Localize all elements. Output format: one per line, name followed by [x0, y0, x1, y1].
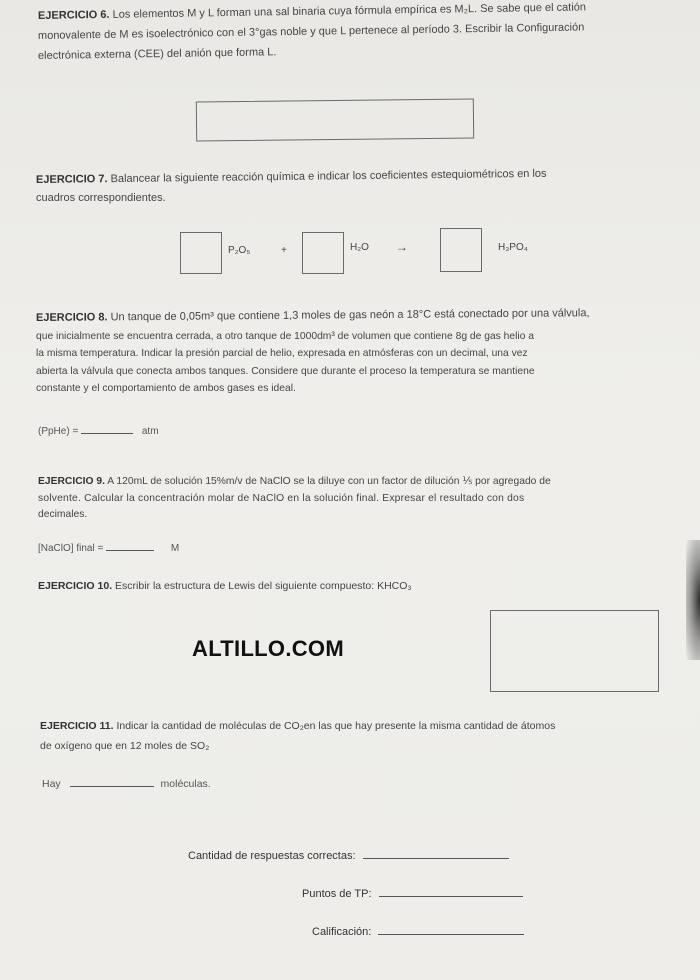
exercise-8-line5: constante y el comportamiento de ambos gases es ideal.	[36, 383, 296, 394]
coefficient-box-1[interactable]	[180, 232, 222, 274]
product-h3po4: H₃PO₄	[498, 242, 528, 253]
exercise-9-heading: EJERCICIO 9.	[38, 476, 105, 487]
coefficient-box-2[interactable]	[302, 232, 344, 274]
exercise-9-line1: EJERCICIO 9. A 120mL de solución 15%m/v de NaClO se la diluye con un factor de dilución ⅕ por agregado de	[38, 476, 551, 487]
exercise-10-heading: EJERCICIO 10.	[38, 580, 113, 592]
answer-box-ex6[interactable]	[196, 99, 474, 142]
reactant-h2o: H₂O	[350, 242, 369, 253]
exercise-11-heading: EJERCICIO 11.	[40, 720, 114, 732]
exercise-9-line3: decimales.	[38, 509, 88, 520]
answer-molecules: Hay moléculas.	[42, 778, 211, 790]
answer-pphe: (PpHe) = atm	[38, 426, 159, 437]
altillo-watermark: ALTILLO.COM	[192, 636, 344, 661]
answer-naclo: [NaClO] final = M	[38, 543, 180, 554]
exercise-8-line1: EJERCICIO 8. Un tanque de 0,05m³ que contiene 1,3 moles de gas neón a 18°C está conectado por una válvula,	[35, 307, 590, 324]
exercise-11-line2: de oxígeno que en 12 moles de SO₂	[40, 740, 210, 752]
exercise-10-line1: EJERCICIO 10. Escribir la estructura de Lewis del siguiente compuesto: KHCO₃	[38, 580, 412, 592]
footer-grade: Calificación:	[312, 926, 524, 938]
exercise-7	[35, 167, 676, 207]
footer-tp-blank[interactable]	[379, 895, 523, 897]
coefficient-box-3[interactable]	[440, 228, 482, 272]
exercise-6	[37, 1, 678, 65]
exercise-9	[38, 474, 678, 524]
exercise-9-line2: solvente. Calcular la concentración molar de NaClO en la solución final. Expresar el resultado con dos	[38, 492, 525, 504]
exercise-6-line2: monovalente de M es isoelectrónico con el 3°gas noble y que L pertenece al período 3. Escribir la Configuración	[37, 21, 585, 42]
exercise-8	[35, 307, 676, 398]
answer-box-ex10[interactable]	[490, 610, 659, 692]
exercise-7-line1: EJERCICIO 7. Balancear la siguiente reacción química e indicar los coeficientes estequiométricos en los	[35, 167, 547, 186]
exercise-11-line1: EJERCICIO 11. Indicar la cantidad de moléculas de CO₂en las que hay presente la misma cantidad de átomos	[40, 720, 556, 732]
exercise-6-line3: electrónica externa (CEE) del anión que forma L.	[37, 46, 277, 62]
exercise-11	[40, 716, 680, 756]
exercise-7-line2: cuadros correspondientes.	[36, 192, 166, 204]
answer-blank-ex11[interactable]	[70, 786, 154, 787]
exercise-8-line2: que inicialmente se encuentra cerrada, a otro tanque de 1000dm³ de volumen que contiene 8g de gas helio a	[36, 330, 535, 342]
page-edge-shadow	[686, 540, 700, 660]
exercise-8-line3: la misma temperatura. Indicar la presión parcial de helio, expresada en atmósferas con un decimal, una vez	[36, 348, 528, 359]
reaction-arrow: →	[396, 240, 408, 254]
exercise-7-heading: EJERCICIO 7.	[35, 173, 108, 186]
exercise-6-line1: EJERCICIO 6. Los elementos M y L forman una sal binaria cuya fórmula empírica es M₂L. Se sabe que el catión	[37, 1, 587, 22]
exercise-10	[38, 578, 678, 595]
footer-correct-answers: Cantidad de respuestas correctas:	[188, 850, 509, 862]
exercise-6-heading: EJERCICIO 6.	[37, 8, 110, 22]
footer-tp-points: Puntos de TP:	[302, 888, 523, 900]
answer-blank-ex8[interactable]	[81, 433, 133, 434]
exercise-8-heading: EJERCICIO 8.	[35, 311, 108, 324]
plus-sign: +	[281, 245, 287, 256]
reactant-p2o5: P₂O₅	[228, 245, 251, 256]
footer-grade-blank[interactable]	[378, 933, 524, 935]
answer-blank-ex9[interactable]	[106, 550, 154, 551]
exercise-8-line4: abierta la válvula que conecta ambos tanques. Considere que durante el proceso la temperatura se mantiene	[36, 365, 535, 377]
footer-correct-blank[interactable]	[363, 857, 509, 859]
